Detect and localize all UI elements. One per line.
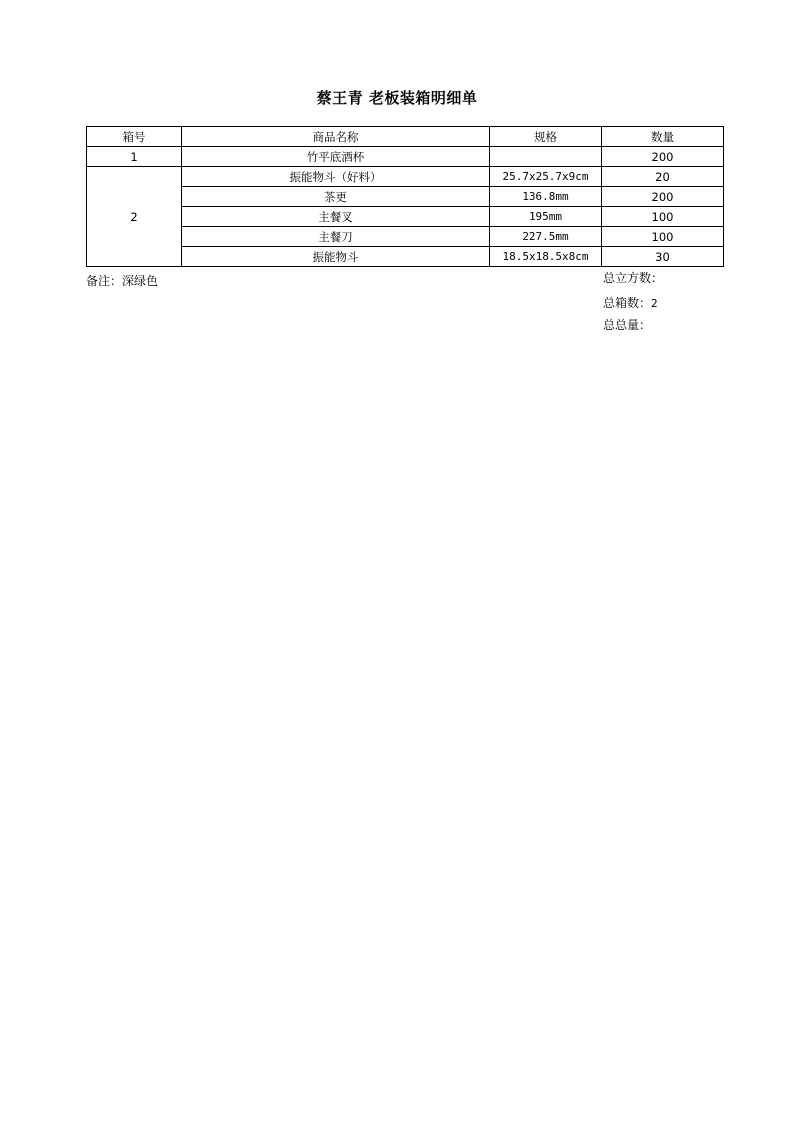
- total-weight-line: [603, 316, 651, 333]
- quantity-cell: 200: [602, 187, 724, 207]
- total-boxes-label: 总箱数：: [603, 296, 652, 310]
- packing-list-table: [86, 126, 724, 267]
- header-quantity: 数量: [602, 127, 724, 147]
- spec-cell: 195mm: [490, 207, 602, 227]
- header-spec: 规格: [490, 127, 602, 147]
- total-boxes-line: [603, 294, 658, 311]
- total-weight-label: 总总量：: [603, 318, 652, 332]
- header-product-name: 商品名称: [182, 127, 490, 147]
- quantity-cell: 100: [602, 207, 724, 227]
- remark-label: 备注：: [86, 274, 123, 288]
- table-row: [87, 187, 724, 207]
- box-no-cell: 1: [87, 147, 182, 167]
- document-title: 蔡王青 老板装箱明细单: [316, 89, 478, 107]
- product-name-cell: 茶更: [182, 187, 490, 207]
- spec-cell: 25.7x25.7x9cm: [490, 167, 602, 187]
- product-name-cell: 主餐刀: [182, 227, 490, 247]
- product-name-cell: 主餐叉: [182, 207, 490, 227]
- spec-cell: [490, 147, 602, 167]
- total-volume-label: 总立方数：: [603, 271, 664, 285]
- box-no-cell: 2: [87, 167, 182, 267]
- remark-value: 深绿色: [122, 274, 159, 288]
- quantity-cell: 100: [602, 227, 724, 247]
- table-row: [87, 227, 724, 247]
- quantity-cell: 30: [602, 247, 724, 267]
- table-header-row: [87, 127, 724, 147]
- table-row: [87, 147, 724, 167]
- header-box-no: 箱号: [87, 127, 182, 147]
- total-volume-line: [603, 269, 663, 286]
- total-boxes-value: 2: [651, 297, 658, 310]
- table-row: [87, 207, 724, 227]
- product-name-cell: 竹平底酒杯: [182, 147, 490, 167]
- table-row: [87, 167, 724, 187]
- spec-cell: 227.5mm: [490, 227, 602, 247]
- quantity-cell: 200: [602, 147, 724, 167]
- product-name-cell: 振能物斗（好料）: [182, 167, 490, 187]
- spec-cell: 136.8mm: [490, 187, 602, 207]
- product-name-cell: 振能物斗: [182, 247, 490, 267]
- table-row: [87, 247, 724, 267]
- spec-cell: 18.5x18.5x8cm: [490, 247, 602, 267]
- quantity-cell: 20: [602, 167, 724, 187]
- remark-line: [86, 272, 158, 289]
